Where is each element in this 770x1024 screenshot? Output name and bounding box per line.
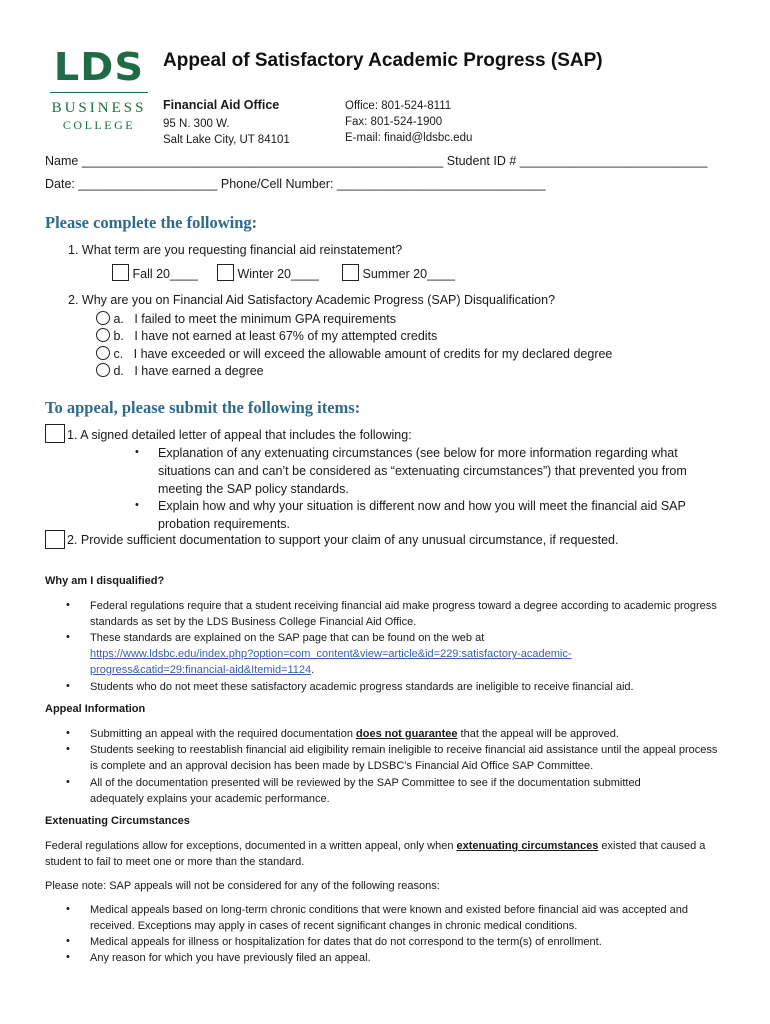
section-heading-appeal: To appeal, please submit the following items: bbox=[45, 398, 361, 417]
ext-p1-part1: Federal regulations allow for exceptions, documented in a written appeal, only when bbox=[45, 840, 457, 852]
sap-policy-link[interactable]: https://www.ldsbc.edu/index.php?option=com_content&view=article&id=229:satisfactory-academic- bbox=[90, 648, 572, 660]
bullet-dot: • bbox=[66, 935, 70, 947]
appeal-bullet-1 bbox=[90, 726, 720, 742]
option-letter: d. bbox=[113, 364, 124, 378]
appeal-bullet-3: All of the documentation presented will be reviewed by the SAP Committee to see if the documentation submitted adequately explains your academic performance. bbox=[90, 777, 641, 805]
logo-divider bbox=[50, 92, 148, 93]
fax-number: Fax: 801-524-1900 bbox=[345, 116, 443, 128]
bullet-dot: • bbox=[66, 903, 70, 915]
sap-policy-link-cont[interactable]: progress&catid=29:financial-aid&Itemid=1124 bbox=[90, 664, 312, 676]
bullet-dot: • bbox=[66, 727, 70, 739]
term-fall-option[interactable] bbox=[112, 264, 198, 281]
question-2: 2. Why are you on Financial Aid Satisfactory Academic Progress (SAP) Disqualification? bbox=[68, 293, 556, 307]
option-text: I have not earned at least 67% of my attempted credits bbox=[134, 329, 438, 343]
email-address: E-mail: finaid@ldsbc.edu bbox=[345, 132, 473, 144]
option-letter: c. bbox=[113, 347, 124, 361]
bullet-dot: • bbox=[66, 680, 70, 692]
address-line-1: 95 N. 300 W. bbox=[163, 118, 230, 130]
option-text: I have exceeded or will exceed the allowable amount of credits for my declared degree bbox=[133, 347, 613, 361]
appeal-b1-emphasis: does not guarantee bbox=[356, 728, 458, 740]
checkbox-fall[interactable] bbox=[112, 264, 129, 281]
page-title: Appeal of Satisfactory Academic Progress (SAP) bbox=[163, 50, 603, 71]
date-phone-field[interactable]: Date: ____________________ Phone/Cell Number: ______________________________ bbox=[45, 177, 546, 191]
section-heading-complete: Please complete the following: bbox=[45, 213, 258, 232]
why-bullet-2-text: These standards are explained on the SAP page that can be found on the web at bbox=[90, 632, 485, 644]
option-letter: a. bbox=[113, 312, 124, 326]
logo-college-text: COLLEGE bbox=[62, 118, 136, 132]
why-heading: Why am I disqualified? bbox=[45, 575, 165, 587]
reason-bullet-2: Medical appeals for illness or hospitalization for dates that do not correspond to the term(s) of enrollment. bbox=[90, 936, 602, 948]
logo-business-text: BUSINESS bbox=[51, 100, 147, 116]
bullet-dot: • bbox=[66, 631, 70, 643]
reason-option-c[interactable] bbox=[96, 346, 612, 361]
college-logo bbox=[46, 45, 152, 133]
bullet-dot: • bbox=[135, 446, 139, 458]
office-phone: Office: 801-524-8111 bbox=[345, 100, 452, 112]
bullet-dot: • bbox=[66, 743, 70, 755]
extenuating-paragraph bbox=[45, 838, 730, 870]
checkbox-winter[interactable] bbox=[217, 264, 234, 281]
bullet-dot: • bbox=[66, 951, 70, 963]
option-text: I failed to meet the minimum GPA requirements bbox=[134, 312, 397, 326]
radio-a[interactable] bbox=[96, 311, 110, 325]
reason-option-b[interactable] bbox=[96, 328, 437, 343]
bullet-dot: • bbox=[135, 499, 139, 511]
question-1: 1. What term are you requesting financial aid reinstatement? bbox=[68, 243, 403, 257]
term-fall-label: Fall 20____ bbox=[132, 267, 198, 281]
logo-lds-text: LDS bbox=[53, 45, 145, 89]
radio-c[interactable] bbox=[96, 346, 110, 360]
term-winter-option[interactable] bbox=[217, 264, 319, 281]
reason-bullet-1: Medical appeals based on long-term chronic conditions that were known and existed before financial aid was accepted and received. Exceptions may apply in cases of recent significant changes in chronic medical conditions. bbox=[90, 904, 689, 932]
option-letter: b. bbox=[113, 329, 124, 343]
appeal-bullet-2: Students seeking to reestablish financial aid eligibility remain ineligible to receive financial aid assistance until the appeal process is complete and an approval decision has been made by LDSBC’s Financial Aid Office SAP Committee. bbox=[90, 744, 718, 772]
bullet-dot: • bbox=[66, 776, 70, 788]
bullet-dot: • bbox=[66, 599, 70, 611]
reason-option-a[interactable] bbox=[96, 311, 396, 326]
appeal-info-heading: Appeal Information bbox=[45, 703, 146, 715]
term-summer-option[interactable] bbox=[342, 264, 455, 281]
address-line-2: Salt Lake City, UT 84101 bbox=[163, 134, 290, 146]
appeal-item-1: 1. A signed detailed letter of appeal that includes the following: bbox=[67, 428, 412, 442]
extenuating-heading: Extenuating Circumstances bbox=[45, 815, 190, 827]
appeal-sub-1: Explanation of any extenuating circumstances (see below for more information regarding what situations can and can’t be considered as “extenuating circumstances”) that prevented you from meeting the SAP policy standards. bbox=[158, 446, 687, 496]
appeal-b1-part3: that the appeal will be approved. bbox=[457, 728, 619, 740]
reason-bullet-3: Any reason for which you have previously filed an appeal. bbox=[90, 952, 371, 964]
checkbox-item-2[interactable] bbox=[45, 530, 65, 549]
radio-d[interactable] bbox=[96, 363, 110, 377]
appeal-b1-part1: Submitting an appeal with the required documentation bbox=[90, 728, 357, 740]
term-winter-label: Winter 20____ bbox=[237, 267, 319, 281]
checkbox-summer[interactable] bbox=[342, 264, 359, 281]
reason-option-d[interactable] bbox=[96, 363, 264, 378]
office-name: Financial Aid Office bbox=[163, 98, 280, 112]
checkbox-item-1[interactable] bbox=[45, 424, 65, 443]
ext-p1-part3: existed that caused a student to fail to meet one or more than the standard. bbox=[45, 840, 706, 868]
appeal-item-2: 2. Provide sufficient documentation to support your claim of any unusual circumstance, if requested. bbox=[67, 533, 619, 547]
name-student-id-field[interactable]: Name ____________________________________________________ Student ID # ___________________________ bbox=[45, 154, 708, 168]
please-note-text: Please note: SAP appeals will not be considered for any of the following reasons: bbox=[45, 880, 440, 892]
term-summer-label: Summer 20____ bbox=[362, 267, 455, 281]
why-bullet-2: These standards are explained on the SAP page that can be found on the web at https://www.ldsbc.edu/index.php?option=com_content&view=article&id=229:satisfactory-academic- progress&catid=29:financial-aid&Itemid=1124. bbox=[90, 632, 572, 676]
ext-p1-emphasis: extenuating circumstances bbox=[456, 840, 599, 852]
why-bullet-3: Students who do not meet these satisfactory academic progress standards are ineligible to receive financial aid. bbox=[90, 681, 634, 693]
radio-b[interactable] bbox=[96, 328, 110, 342]
option-text: I have earned a degree bbox=[134, 364, 264, 378]
appeal-sub-2: Explain how and why your situation is different now and how you will meet the financial aid SAP probation requirements. bbox=[158, 499, 686, 531]
why-bullet-1: Federal regulations require that a student receiving financial aid make progress toward a degree according to academic progress standards as set by the LDS Business College Financial Aid Office. bbox=[90, 600, 717, 628]
